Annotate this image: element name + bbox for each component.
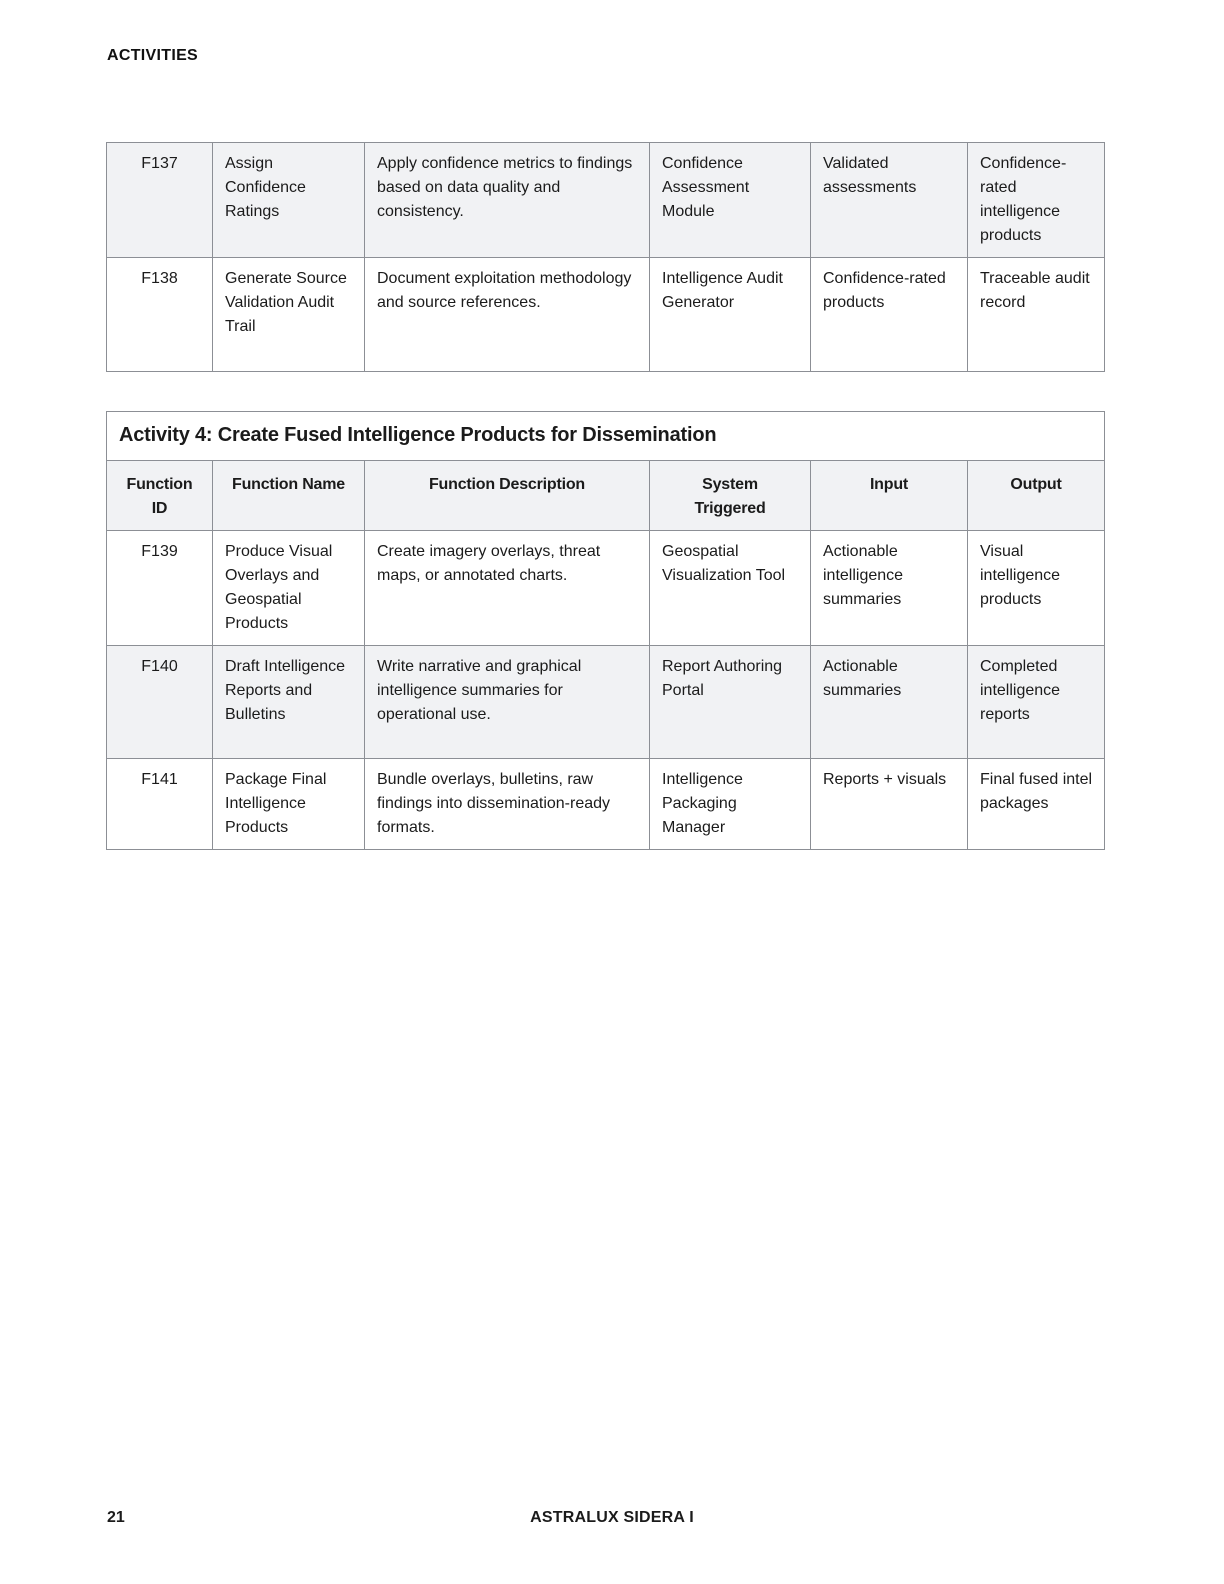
cell-function-id: F139 (107, 531, 213, 646)
cell-function-description: Bundle overlays, bulletins, raw findings into dissemination-ready formats. (365, 759, 650, 850)
cell-input: Actionable intelligence summaries (811, 531, 968, 646)
column-header-input (811, 461, 968, 531)
table-row (107, 646, 1105, 759)
cell-system-triggered: Report Authoring Portal (650, 646, 811, 759)
cell-function-id: F137 (107, 143, 213, 258)
cell-function-id: F140 (107, 646, 213, 759)
cell-input: Confidence-rated products (811, 258, 968, 372)
column-header-function-id (107, 461, 213, 531)
page-footer (0, 1508, 1224, 1528)
cell-input: Reports + visuals (811, 759, 968, 850)
cell-function-description: Write narrative and graphical intelligence summaries for operational use. (365, 646, 650, 759)
cell-function-name: Assign Confidence Ratings (213, 143, 365, 258)
cell-function-name: Produce Visual Overlays and Geospatial Products (213, 531, 365, 646)
cell-function-name: Draft Intelligence Reports and Bulletins (213, 646, 365, 759)
cell-input: Validated assessments (811, 143, 968, 258)
cell-output: Traceable audit record (968, 258, 1105, 372)
cell-system-triggered: Geospatial Visualization Tool (650, 531, 811, 646)
cell-output: Visual intelligence products (968, 531, 1105, 646)
column-header-label: Output (1010, 476, 1062, 493)
cell-system-triggered: Confidence Assessment Module (650, 143, 811, 258)
cell-function-name: Package Final Intelligence Products (213, 759, 365, 850)
cell-output: Final fused intel packages (968, 759, 1105, 850)
column-header-label: Function ID (126, 476, 193, 517)
cell-function-description: Apply confidence metrics to findings based on data quality and consistency. (365, 143, 650, 258)
table-row (107, 258, 1105, 372)
cell-function-description: Document exploitation methodology and source references. (365, 258, 650, 372)
table-row (107, 759, 1105, 850)
column-header-label: System Triggered (694, 476, 766, 517)
cell-system-triggered: Intelligence Audit Generator (650, 258, 811, 372)
page-header-title: ACTIVITIES (107, 47, 199, 64)
table-title-row (107, 412, 1105, 461)
cell-function-name: Generate Source Validation Audit Trail (213, 258, 365, 372)
cell-function-id: F141 (107, 759, 213, 850)
cell-system-triggered: Intelligence Packaging Manager (650, 759, 811, 850)
cell-output: Confidence-rated intelligence products (968, 143, 1105, 258)
activity-4-table (106, 411, 1105, 850)
column-header-label: Function Name (232, 476, 345, 493)
functions-table-continuation (106, 142, 1105, 372)
table-row (107, 531, 1105, 646)
column-header-label: Function Description (428, 476, 585, 493)
table-row (107, 143, 1105, 258)
footer-document-title: ASTRALUX SIDERA I (530, 1509, 694, 1526)
cell-output: Completed intelligence reports (968, 646, 1105, 759)
column-header-system-triggered (650, 461, 811, 531)
cell-function-description: Create imagery overlays, threat maps, or annotated charts. (365, 531, 650, 646)
column-header-label: Input (869, 476, 909, 493)
table-header-row (107, 461, 1105, 531)
column-header-function-name (213, 461, 365, 531)
cell-function-id: F138 (107, 258, 213, 372)
column-header-function-description (365, 461, 650, 531)
table-title: Activity 4: Create Fused Intelligence Products for Dissemination (107, 412, 1105, 461)
page-number: 21 (107, 1509, 125, 1526)
column-header-output (968, 461, 1105, 531)
cell-input: Actionable summaries (811, 646, 968, 759)
